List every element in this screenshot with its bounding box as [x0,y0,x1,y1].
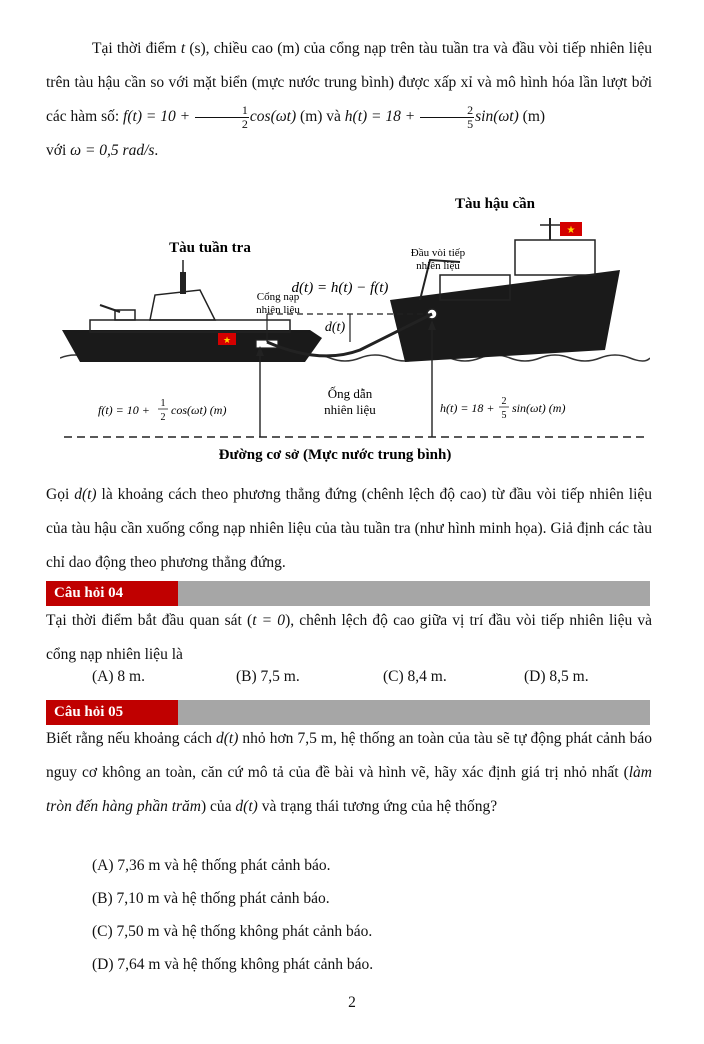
label-patrol-ship: Tàu tuần tra [169,240,251,256]
intro-f-rhs: cos(ωt) [249,108,297,125]
question-05-label: Câu hỏi 05 [46,700,178,725]
ship-refuel-figure [60,190,650,470]
label-h-formula-lhs: h(t) = 18 + [440,401,495,415]
label-h-formula-den: 5 [501,410,507,421]
support-star-icon: ★ [566,225,576,236]
question-05-text: Biết rằng nếu khoảng cách d(t) nhỏ hơn 7,5 m, hệ thống an toàn của tàu sẽ tự động phát cảnh báo nguy cơ không an toàn, căn cứ mô tả của đề bài và hình vẽ, hãy xác định giá trị nhỏ nhất (làm tròn đến hàng phần trăm) của d(t) và trạng thái tương ứng của hệ thống? [46,730,652,815]
label-f-formula-lhs: f(t) = 10 + [98,403,150,417]
question-04-header [46,581,650,606]
label-distance-formula: d(t) = h(t) − f(t) [291,280,389,296]
label-f-formula-rhs: cos(ωt) (m) [171,403,227,417]
q4-option-c[interactable]: (C) 8,4 m. [383,668,447,685]
q5-option-a[interactable]: (A) 7,36 m và hệ thống phát cảnh báo. [92,857,331,874]
label-port-line2: nhiên liệu [256,304,300,316]
intro-h-rhs: sin(ωt) [475,108,519,125]
q5-option-c[interactable]: (C) 7,50 m và hệ thống không phát cảnh báo. [92,923,373,940]
label-pipe-line2: nhiên liệu [324,402,376,417]
label-f-formula-den: 2 [160,412,166,423]
intro-var-t: t [180,40,186,57]
question-04-label: Câu hỏi 04 [46,581,178,606]
var-d: d(t) [74,486,97,503]
label-pipe-line1: Ống dẫn [327,386,373,401]
intro-f-lhs: f(t) = 10 + [123,108,194,125]
definition-paragraph: Gọi d(t) là khoảng cách theo phương thẳng đứng (chênh lệch độ cao) từ đầu vòi tiếp nhiên liệu của tàu hậu cần xuống cổng nạp nhiên liệu của tàu tuần tra (như hình minh họa). Giả định các tàu chỉ dao động theo phương thẳng đứng. [46,486,653,571]
intro-text-c: với [46,142,71,159]
question-04-text: Tại thời điểm bắt đầu quan sát (t = 0), chênh lệch độ cao giữa vị trí đầu vòi tiếp nhiên liệu và cổng nạp nhiên liệu là [46,612,652,663]
intro-unit-2: (m) [518,108,546,125]
intro-text-a: Tại thời điểm [92,40,181,57]
label-h-formula-num: 2 [501,396,507,407]
patrol-ship-hull [62,330,322,362]
q5-option-b[interactable]: (B) 7,10 m và hệ thống phát cảnh báo. [92,890,330,907]
label-h-formula-rhs: sin(ωt) (m) [512,401,566,415]
q4-option-b[interactable]: (B) 7,5 m. [236,668,300,685]
patrol-star-icon: ★ [222,335,232,345]
intro-h-lhs: h(t) = 18 + [344,108,420,125]
intro-text-b: (s), chiều cao (m) của cổng nạp trên tàu tuần tra và đầu vòi tiếp nhiên liệu trên tàu hậu cần so với mặt biển (mực nước trung bình) được xấp xỉ và mô hình hóa lần lượt bởi các hàm số: [46,40,652,125]
intro-h-fraction: $\frac{2}{5}$ [420,104,474,131]
intro-omega: ω = 0,5 rad/s [70,142,155,159]
intro-unit-1: (m) và [296,108,345,125]
intro-f-fraction: $\frac{1}{2}$ [195,104,249,131]
label-nozzle-line2: nhiên liệu [416,260,460,272]
support-ship-cabin [515,240,595,275]
label-nozzle-line1: Đầu vòi tiếp [410,247,466,259]
question-04-options [46,668,652,690]
page-number: 2 [348,994,356,1011]
patrol-ship-mast [180,272,186,294]
intro-paragraph: Tại thời điểm t (s), chiều cao (m) của cổng nạp trên tàu tuần tra và đầu vòi tiếp nhiên liệu trên tàu hậu cần so với mặt biển (mực nước trung bình) được xấp xỉ và mô hình hóa lần lượt bởi các hàm số: f(t) = 10 + $\frac{1}{2}$ cos(ωt) (m) và h(t) = 18 + $\frac{2}{5}$ sin(ωt) (m) với ω = 0,5 rad/s. [46,40,652,159]
q4-option-a[interactable]: (A) 8 m. [92,668,145,685]
label-f-formula-num: 1 [160,398,166,409]
q5-option-d[interactable]: (D) 7,64 m và hệ thống không phát cảnh báo. [92,956,374,973]
baseline-label: Đường cơ sở (Mực nước trung bình) [218,447,452,463]
label-support-ship: Tàu hậu cần [454,196,536,212]
label-dt: d(t) [324,320,346,335]
label-port-line1: Cổng nạp [256,291,300,303]
patrol-ship-bridge [150,290,215,320]
q4-option-d[interactable]: (D) 8,5 m. [524,668,589,685]
